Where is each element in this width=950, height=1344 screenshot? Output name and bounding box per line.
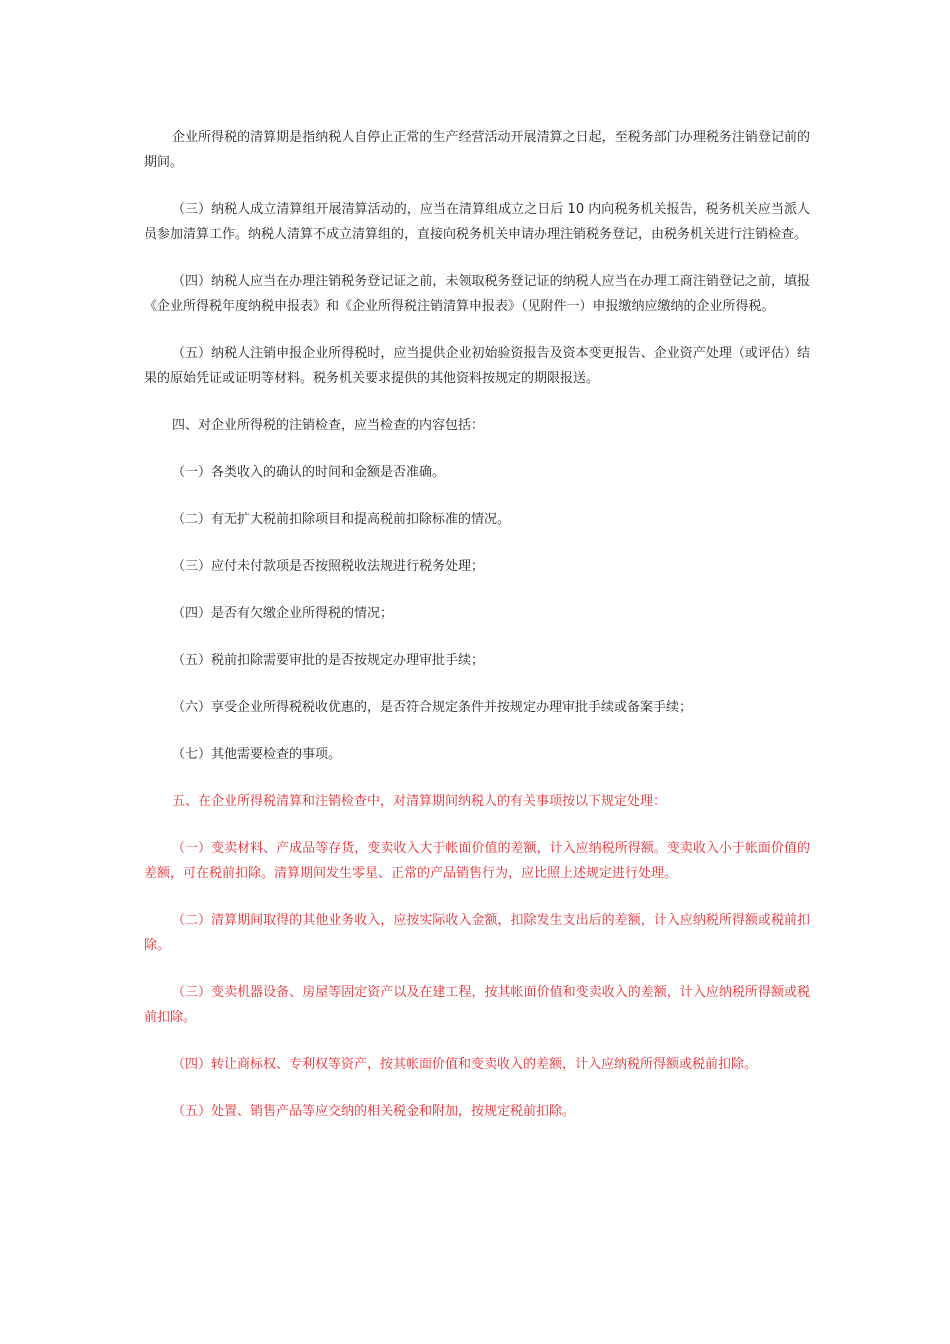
paragraph-3-liquidation-group: （三）纳税人成立清算组开展清算活动的，应当在清算组成立之日后 10 内向税务机关报告，税务机关应当派人员参加清算工作。纳税人清算不成立清算组的，直接向税务机关申请办理注销税务登记，由税务机关进行注销检查。 bbox=[144, 202, 810, 242]
paragraph-liquidation-period: 企业所得税的清算期是指纳税人自停止正常的生产经营活动开展清算之日起，至税务部门办理税务注销登记前的期间。 bbox=[144, 130, 810, 170]
check-item-7: （七）其他需要检查的事项。 bbox=[172, 747, 342, 762]
section-heading-5: 五、在企业所得税清算和注销检查中，对清算期间纳税人的有关事项按以下规定处理： bbox=[172, 794, 667, 809]
rule-item-5-taxes-surcharges: （五）处置、销售产品等应交纳的相关税金和附加，按规定税前扣除。 bbox=[172, 1104, 576, 1119]
rule-item-3-fixed-assets: （三）变卖机器设备、房屋等固定资产以及在建工程，按其帐面价值和变卖收入的差额，计入应纳税所得额或税前扣除。 bbox=[144, 985, 810, 1025]
document-body bbox=[144, 125, 810, 1146]
check-item-2: （二）有无扩大税前扣除项目和提高税前扣除标准的情况。 bbox=[172, 512, 511, 527]
paragraph-4-deregistration-filing: （四）纳税人应当在办理注销税务登记证之前，未领取税务登记证的纳税人应当在办理工商注销登记之前，填报《企业所得税年度纳税申报表》和《企业所得税注销清算申报表》（见附件一）申报缴纳应缴纳的企业所得税。 bbox=[144, 274, 810, 314]
check-item-4: （四）是否有欠缴企业所得税的情况； bbox=[172, 606, 394, 621]
check-item-3: （三）应付未付款项是否按照税收法规进行税务处理； bbox=[172, 559, 485, 574]
check-item-5: （五）税前扣除需要审批的是否按规定办理审批手续； bbox=[172, 653, 485, 668]
paragraph-5-materials: （五）纳税人注销申报企业所得税时，应当提供企业初始验资报告及资本变更报告、企业资产处理（或评估）结果的原始凭证或证明等材料。税务机关要求提供的其他资料按规定的期限报送。 bbox=[144, 346, 810, 386]
check-item-6: （六）享受企业所得税税收优惠的，是否符合规定条件并按规定办理审批手续或备案手续； bbox=[172, 700, 693, 715]
check-item-1: （一）各类收入的确认的时间和金额是否准确。 bbox=[172, 465, 446, 480]
rule-item-2-other-income: （二）清算期间取得的其他业务收入，应按实际收入金额，扣除发生支出后的差额，计入应纳税所得额或税前扣除。 bbox=[144, 913, 810, 953]
rule-item-1-inventory: （一）变卖材料、产成品等存货，变卖收入大于帐面价值的差额，计入应纳税所得额。变卖收入小于帐面价值的差额，可在税前扣除。清算期间发生零星、正常的产品销售行为，应比照上述规定进行处理。 bbox=[144, 841, 810, 881]
section-heading-4: 四、对企业所得税的注销检查，应当检查的内容包括： bbox=[172, 418, 485, 433]
rule-item-4-trademark-patent: （四）转让商标权、专利权等资产，按其帐面价值和变卖收入的差额，计入应纳税所得额或税前扣除。 bbox=[172, 1057, 758, 1072]
